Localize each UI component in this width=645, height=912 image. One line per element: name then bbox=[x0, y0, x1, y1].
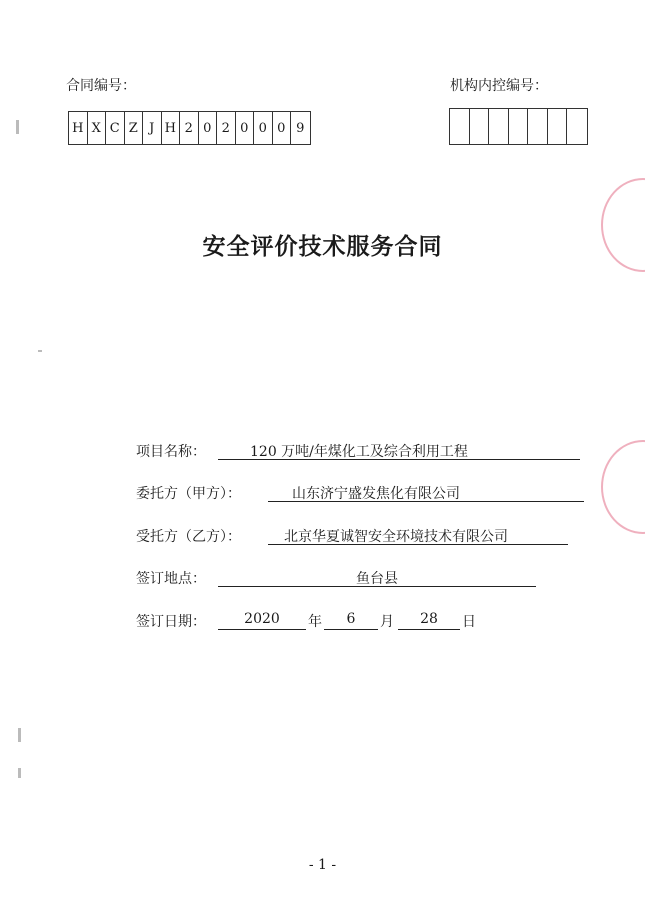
internal-no-box bbox=[449, 108, 588, 145]
document-title: 安全评价技术服务合同 bbox=[202, 234, 443, 260]
scan-mark bbox=[18, 728, 21, 742]
date-label: 签订日期： bbox=[136, 614, 206, 630]
contract-no-char: 2 bbox=[180, 112, 199, 144]
internal-no-cell bbox=[528, 109, 548, 144]
location-label: 签订地点： bbox=[136, 571, 206, 587]
project-value: 120 万吨/年煤化工及综合利用工程 bbox=[218, 441, 580, 460]
location-value: 鱼台县 bbox=[218, 568, 536, 587]
contract-no-char: H bbox=[69, 112, 88, 144]
page-number: - 1 - bbox=[308, 857, 337, 873]
contract-no-box bbox=[68, 111, 311, 145]
internal-no-cell bbox=[489, 109, 509, 144]
contractor-value: 北京华夏诚智安全环境技术有限公司 bbox=[268, 526, 568, 545]
contract-no-char: H bbox=[162, 112, 181, 144]
contract-no-char: C bbox=[106, 112, 125, 144]
date-day-unit: 日 bbox=[462, 614, 476, 630]
internal-no-cell bbox=[470, 109, 490, 144]
contract-no-label: 合同编号： bbox=[66, 78, 136, 94]
contract-no-char: X bbox=[88, 112, 107, 144]
scan-mark bbox=[16, 120, 19, 134]
client-value: 山东济宁盛发焦化有限公司 bbox=[268, 483, 584, 502]
seal-stamp bbox=[601, 440, 645, 534]
scan-mark bbox=[38, 350, 42, 352]
contract-no-char: 0 bbox=[236, 112, 255, 144]
internal-no-label: 机构内控编号： bbox=[450, 78, 548, 94]
date-month: 6 bbox=[324, 611, 378, 630]
contract-no-char: 9 bbox=[296, 120, 305, 136]
contract-no-char: Z bbox=[125, 112, 144, 144]
internal-no-cell bbox=[567, 109, 587, 144]
date-day: 28 bbox=[398, 611, 460, 630]
contract-no-char: 2 bbox=[217, 112, 236, 144]
contract-no-char: 0 bbox=[199, 112, 218, 144]
contractor-label: 受托方（乙方）： bbox=[136, 529, 241, 545]
project-label: 项目名称： bbox=[136, 444, 206, 460]
scan-mark bbox=[18, 768, 21, 778]
date-year: 2020 bbox=[218, 611, 306, 630]
contract-no-char: 0 bbox=[273, 112, 292, 144]
date-month-unit: 月 bbox=[380, 614, 394, 630]
date-year-unit: 年 bbox=[308, 614, 322, 630]
internal-no-cell bbox=[509, 109, 529, 144]
contract-no-char: 0 bbox=[254, 112, 273, 144]
contract-no-char: J bbox=[143, 112, 162, 144]
internal-no-cell bbox=[548, 109, 568, 144]
client-label: 委托方（甲方）： bbox=[136, 486, 241, 502]
internal-no-cell bbox=[450, 109, 470, 144]
